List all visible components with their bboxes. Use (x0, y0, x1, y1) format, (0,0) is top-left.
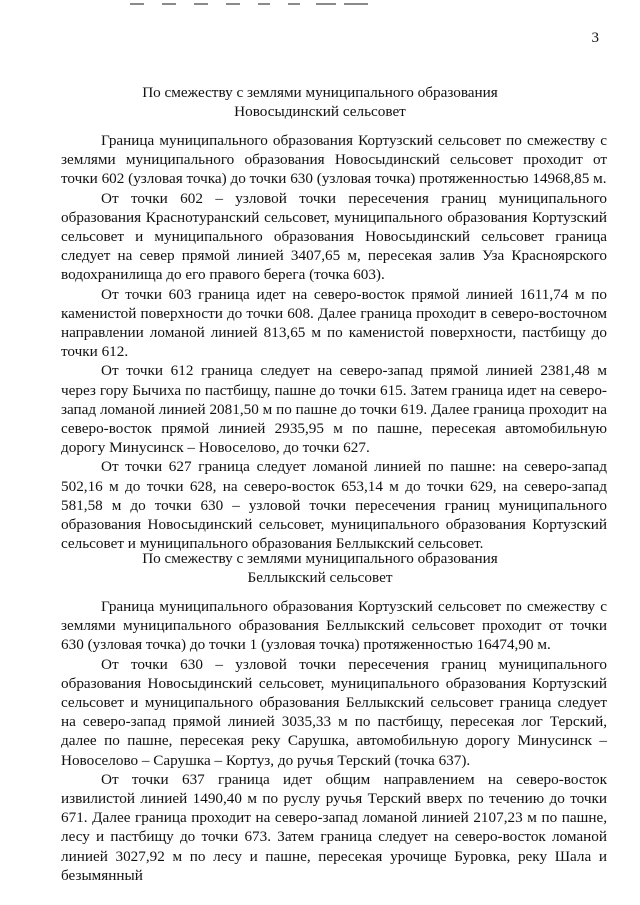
paragraph: От точки 630 – узловой точки пересечения границ муниципального образования Новосыдинский сельсовет, муниципального образования Кортузский сельсовет и муниципального образования Беллыкский сельсовет граница следует на северо-запад прямой линией 3035,33 м по пастбищу, пересекая лог Терский, далее по пашне, пересекая реку Сарушка, автомобильную дорогу Минусинск – Новоселово – Сарушка – Кортуз, до ручья Терский (точка 637). (61, 655, 607, 769)
page-number: 3 (591, 30, 599, 46)
paragraph: Граница муниципального образования Кортузский сельсовет по смежеству с землями муниципального образования Беллыкский сельсовет проходит от точки 630 (узловая точка) до точки 1 (узловая точка) протяженностью 16474,90 м. (61, 598, 607, 654)
paragraph: От точки 602 – узловой точки пересечения границ муниципального образования Краснотуранский сельсовет, муниципального образования Кортузский сельсовет и муниципального образования Новосыдинский сельсовет граница следует на север прямой линией 3407,65 м, пересекая залив Уза Красноярского водохранилища до его правого берега (точка 603). (61, 189, 607, 284)
section-heading-bellyksky (60, 549, 580, 587)
paragraph: От точки 603 граница идет на северо-восток прямой линией 1611,74 м по каменистой поверхности до точки 608. Далее граница проходит в северо-восточном направлении ломаной линией 813,65 м по каменистой поверхности, пастбищу до точки 612. (61, 285, 607, 361)
heading-line: Беллыкский сельсовет (247, 569, 393, 586)
section-heading-novosydinsky (60, 83, 580, 121)
scan-artifact-marks (130, 3, 370, 6)
paragraph: От точки 612 граница следует на северо-запад прямой линией 2381,48 м через гору Бычиха по пастбищу, пашне до точки 615. Затем граница идет на северо-запад ломаной линией 2081,50 м по пашне до точки 619. Далее граница проходит на северо-восток прямой линией 2935,95 м по пашне, пересекая автомобильную дорогу Минусинск – Новоселово, до точки 627. (61, 362, 607, 457)
heading-line: По смежеству с землями муниципального образования (142, 84, 498, 101)
section-body-novosydinsky (61, 131, 607, 553)
paragraph: От точки 627 граница следует ломаной линией по пашне: на северо-запад 502,16 м до точки 628, на северо-восток 653,14 м до точки 629, на северо-запад 581,58 м до точки 630 – узловой точки пересечения границ муниципального образования Новосыдинский сельсовет, муниципального образования Кортузский сельсовет и муниципального образования Беллыкский сельсовет. (61, 458, 607, 553)
heading-line: Новосыдинский сельсовет (234, 103, 406, 120)
section-body-bellyksky (61, 597, 607, 885)
paragraph: Граница муниципального образования Кортузский сельсовет по смежеству с землями муниципального образования Новосыдинский сельсовет проходит от точки 602 (узловая точка) до точки 630 (узловая точка) протяженностью 14968,85 м. (61, 132, 607, 188)
paragraph: От точки 637 граница идет общим направлением на северо-восток извилистой линией 1490,40 м по руслу ручья Терский вверх по течению до точки 671. Далее граница проходит на северо-запад ломаной линией 2107,23 м по пашне, лесу и пастбищу до точки 673. Затем граница следует на северо-восток ломаной линией 3027,92 м по лесу и пашне, пересекая урочище Буровка, реку Шала и безымянный (61, 770, 607, 884)
heading-line: По смежеству с землями муниципального образования (142, 550, 498, 567)
